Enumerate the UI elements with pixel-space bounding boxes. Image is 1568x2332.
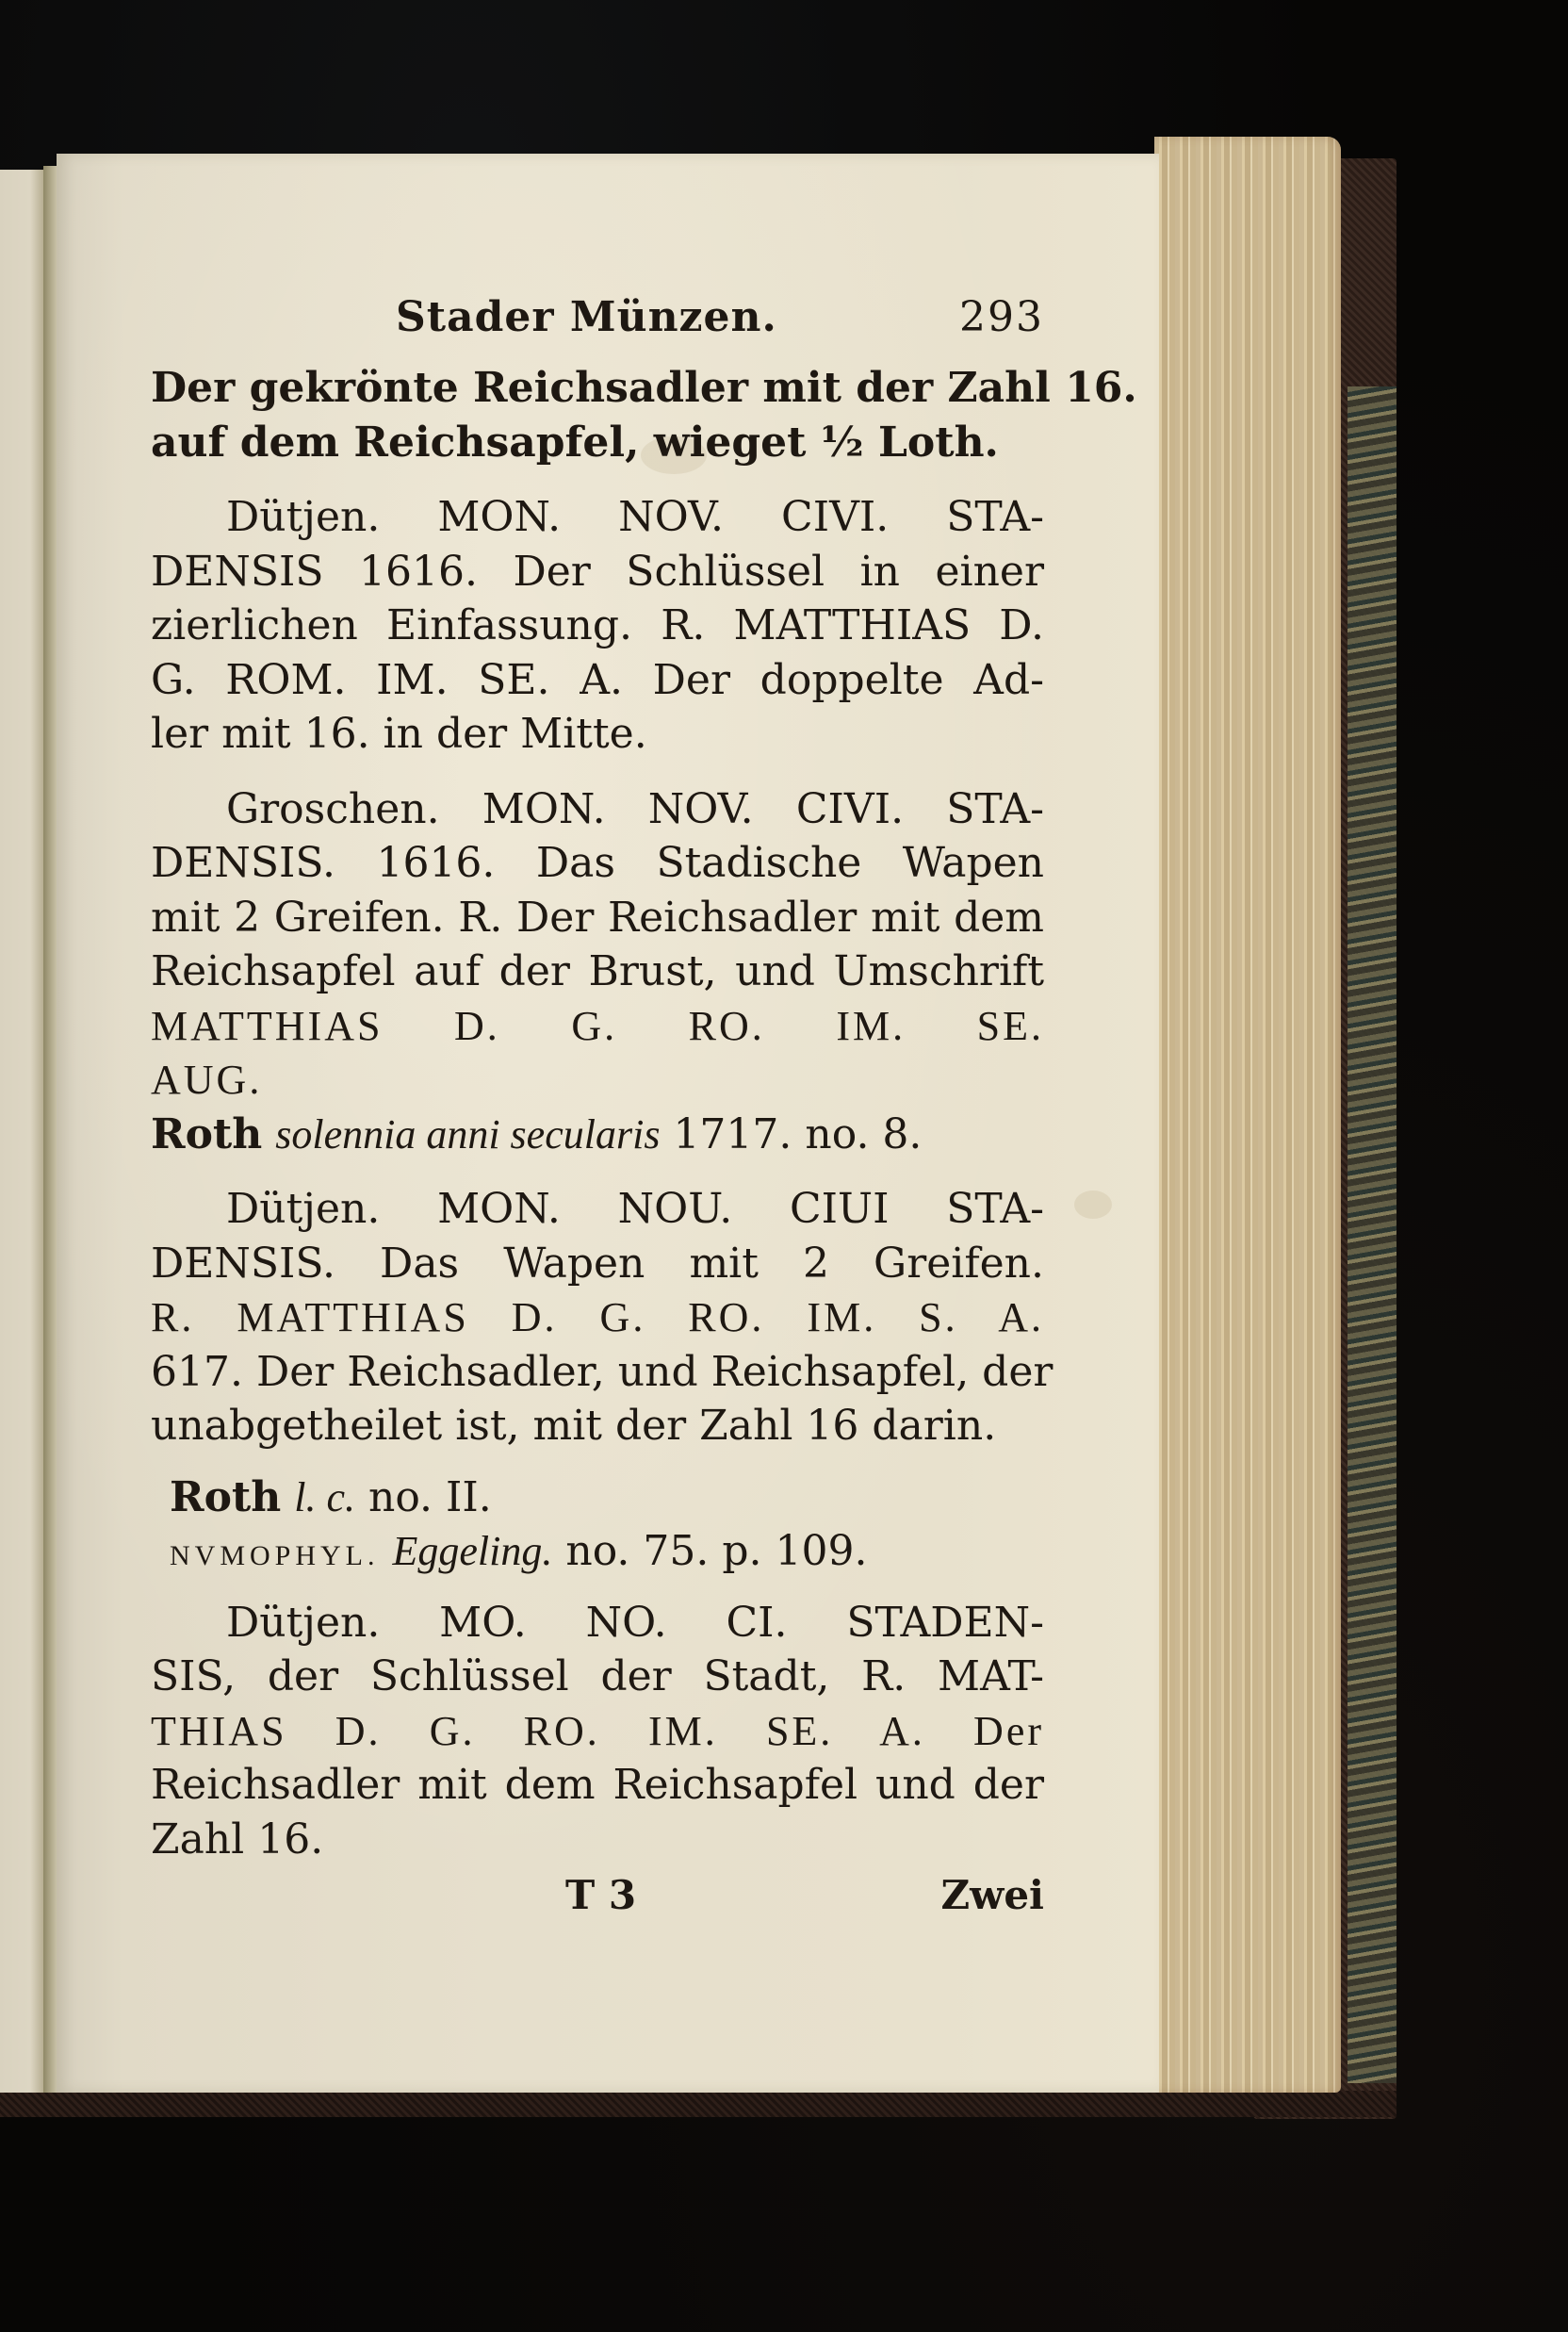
text-line: Reichsadler mit dem Reichsapfel und der — [151, 1761, 1044, 1809]
facing-page-left — [0, 170, 43, 2093]
text-line: DENSIS 1616. Der Schlüssel in einer — [151, 547, 1044, 596]
text-line — [151, 1524, 1044, 1579]
text-line — [151, 1470, 1044, 1525]
text-block — [151, 286, 1137, 1929]
text-line — [151, 1108, 1044, 1162]
text-line: Dütjen. MON. NOU. CIUI STA- — [226, 1185, 1044, 1233]
text-line: DENSIS. Das Wapen mit 2 Greifen. — [151, 1239, 1044, 1288]
reference-source: NVMOPHYL. — [170, 1540, 380, 1571]
reference-citation: no. 75. p. 109. — [565, 1527, 868, 1575]
running-head — [151, 286, 1044, 361]
reference-author: Roth — [170, 1472, 282, 1521]
paragraph — [151, 361, 1137, 469]
text-line: Groschen. MON. NOV. CIVI. STA- — [226, 784, 1044, 833]
page-number: 293 — [959, 293, 1044, 341]
page-footer — [151, 1872, 1044, 1929]
book-cover-bottom-edge — [0, 2091, 1396, 2117]
catchword: Zwei — [940, 1872, 1044, 1918]
paragraph — [151, 490, 1044, 762]
text-line: Zahl 16. — [151, 1815, 324, 1864]
reference-line — [151, 1524, 1044, 1579]
paragraph — [151, 782, 1044, 1108]
reference-line — [151, 1470, 1044, 1525]
text-line: Reichsapfel auf der Brust, und Umschrift — [151, 947, 1044, 995]
text-line: mit 2 Greifen. R. Der Reichsadler mit dem — [151, 893, 1044, 942]
signature-mark: T 3 — [565, 1872, 637, 1918]
reference-author: Roth — [151, 1109, 263, 1158]
running-title: Stader Münzen. — [396, 293, 777, 341]
text-line: Dütjen. MO. NO. CI. STADEN- — [226, 1598, 1044, 1647]
text-line: THIAS D. G. RO. IM. SE. A. Der — [151, 1707, 1044, 1754]
text-line: ler mit 16. in der Mitte. — [151, 710, 647, 758]
text-line: G. ROM. IM. SE. A. Der doppelte Ad- — [151, 655, 1044, 704]
reference-citation: no. II. — [368, 1472, 492, 1521]
text-line: zierlichen Einfassung. R. MATTHIAS D. — [151, 601, 1044, 649]
reference-title: solennia anni secularis — [275, 1110, 661, 1158]
book-page — [57, 154, 1159, 2093]
text-line: auf dem Reichsapfel, wieget ½ Loth. — [151, 418, 999, 467]
reference-title: Eggeling. — [392, 1528, 553, 1574]
text-line: 617. Der Reichsadler, und Reichsapfel, der — [151, 1347, 1054, 1396]
paper-stain — [1074, 1191, 1112, 1219]
text-line: R. MATTHIAS D. G. RO. IM. S. A. — [151, 1294, 1044, 1340]
reference-line — [151, 1108, 1044, 1162]
text-line: MATTHIAS D. G. RO. IM. SE. — [151, 1002, 1044, 1049]
text-line: DENSIS. 1616. Das Stadische Wapen — [151, 839, 1044, 887]
reference-title: l. c. — [294, 1473, 355, 1520]
text-line: SIS, der Schlüssel der Stadt, R. MAT- — [151, 1652, 1044, 1700]
text-line: Dütjen. MON. NOV. CIVI. STA- — [226, 493, 1044, 541]
marbled-board-edge — [1348, 386, 1396, 2083]
paragraph — [151, 1182, 1054, 1453]
text-line: unabgetheilet ist, mit der Zahl 16 darin. — [151, 1402, 997, 1450]
page-stack-edges — [1154, 137, 1341, 2093]
reference-citation: 1717. no. 8. — [673, 1109, 923, 1158]
paragraph — [151, 1596, 1044, 1867]
text-line: AUG. — [151, 1057, 263, 1103]
text-line: Der gekrönte Reichsadler mit der Zahl 16. — [151, 364, 1137, 412]
